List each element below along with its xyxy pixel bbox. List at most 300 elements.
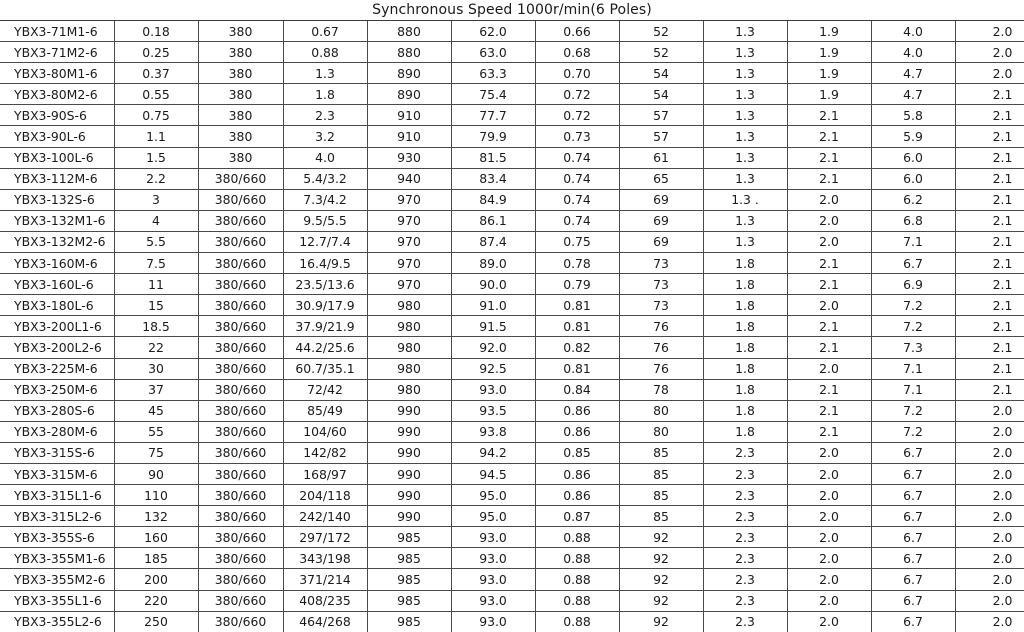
value-cell: 1.9 xyxy=(787,63,871,84)
value-cell: 970 xyxy=(367,189,451,210)
value-cell: 7.2 xyxy=(871,400,955,421)
model-cell: YBX3-90S-6 xyxy=(0,105,114,126)
value-cell: 2.1 xyxy=(787,274,871,295)
value-cell: 2.0 xyxy=(787,611,871,632)
model-cell: YBX3-315S-6 xyxy=(0,442,114,463)
value-cell: 2.1 xyxy=(787,337,871,358)
value-cell: 92 xyxy=(619,569,703,590)
value-cell: 1.8 xyxy=(703,337,787,358)
value-cell: 2.0 xyxy=(787,590,871,611)
value-cell: 93.0 xyxy=(451,548,535,569)
table-row xyxy=(0,189,1024,210)
value-cell: 95.0 xyxy=(451,485,535,506)
value-cell: 2.1 xyxy=(955,337,1024,358)
model-cell: YBX3-160M-6 xyxy=(0,253,114,274)
value-cell: 980 xyxy=(367,337,451,358)
value-cell: 980 xyxy=(367,316,451,337)
value-cell: 2.3 xyxy=(703,611,787,632)
value-cell: 92 xyxy=(619,611,703,632)
value-cell: 4.0 xyxy=(871,42,955,63)
model-cell: YBX3-315L1-6 xyxy=(0,485,114,506)
value-cell: 990 xyxy=(367,442,451,463)
table-row xyxy=(0,337,1024,358)
value-cell: 65 xyxy=(619,168,703,189)
table-row xyxy=(0,400,1024,421)
value-cell: 220 xyxy=(114,590,198,611)
value-cell: 93.0 xyxy=(451,569,535,590)
value-cell: 0.82 xyxy=(535,337,619,358)
table-row xyxy=(0,105,1024,126)
value-cell: 5.9 xyxy=(871,126,955,147)
value-cell: 2.0 xyxy=(787,485,871,506)
value-cell: 69 xyxy=(619,231,703,252)
value-cell: 380/660 xyxy=(198,253,283,274)
value-cell: 57 xyxy=(619,126,703,147)
value-cell: 1.8 xyxy=(703,295,787,316)
value-cell: 85 xyxy=(619,463,703,484)
value-cell: 6.0 xyxy=(871,168,955,189)
value-cell: 4.0 xyxy=(871,21,955,42)
value-cell: 1.3 . xyxy=(703,189,787,210)
table-row xyxy=(0,506,1024,527)
value-cell: 2.1 xyxy=(787,168,871,189)
table-row xyxy=(0,295,1024,316)
value-cell: 380/660 xyxy=(198,337,283,358)
value-cell: 371/214 xyxy=(283,569,367,590)
value-cell: 910 xyxy=(367,126,451,147)
value-cell: 7.2 xyxy=(871,295,955,316)
value-cell: 92 xyxy=(619,590,703,611)
value-cell: 93.5 xyxy=(451,400,535,421)
value-cell: 168/97 xyxy=(283,463,367,484)
value-cell: 78 xyxy=(619,379,703,400)
value-cell: 0.81 xyxy=(535,316,619,337)
value-cell: 5.5 xyxy=(114,231,198,252)
value-cell: 0.18 xyxy=(114,21,198,42)
value-cell: 380/660 xyxy=(198,548,283,569)
value-cell: 6.7 xyxy=(871,548,955,569)
value-cell: 1.3 xyxy=(703,126,787,147)
value-cell: 104/60 xyxy=(283,421,367,442)
value-cell: 1.1 xyxy=(114,126,198,147)
model-cell: YBX3-71M1-6 xyxy=(0,21,114,42)
value-cell: 93.0 xyxy=(451,527,535,548)
value-cell: 880 xyxy=(367,42,451,63)
value-cell: 63.3 xyxy=(451,63,535,84)
motor-spec-table xyxy=(0,21,1024,632)
value-cell: 2.1 xyxy=(955,189,1024,210)
value-cell: 12.7/7.4 xyxy=(283,231,367,252)
value-cell: 985 xyxy=(367,590,451,611)
value-cell: 930 xyxy=(367,147,451,168)
value-cell: 92 xyxy=(619,527,703,548)
value-cell: 297/172 xyxy=(283,527,367,548)
table-row xyxy=(0,168,1024,189)
value-cell: 142/82 xyxy=(283,442,367,463)
model-cell: YBX3-225M-6 xyxy=(0,358,114,379)
value-cell: 2.0 xyxy=(955,590,1024,611)
value-cell: 2.1 xyxy=(787,316,871,337)
value-cell: 1.9 xyxy=(787,84,871,105)
value-cell: 0.86 xyxy=(535,400,619,421)
table-title: Synchronous Speed 1000r/min(6 Poles) xyxy=(0,0,1024,21)
model-cell: YBX3-200L1-6 xyxy=(0,316,114,337)
value-cell: 0.67 xyxy=(283,21,367,42)
value-cell: 73 xyxy=(619,274,703,295)
value-cell: 2.1 xyxy=(955,126,1024,147)
table-row xyxy=(0,63,1024,84)
value-cell: 0.81 xyxy=(535,358,619,379)
value-cell: 0.79 xyxy=(535,274,619,295)
value-cell: 6.9 xyxy=(871,274,955,295)
value-cell: 990 xyxy=(367,506,451,527)
value-cell: 3 xyxy=(114,189,198,210)
model-cell: YBX3-355S-6 xyxy=(0,527,114,548)
value-cell: 75 xyxy=(114,442,198,463)
value-cell: 890 xyxy=(367,84,451,105)
value-cell: 2.3 xyxy=(703,442,787,463)
value-cell: 0.86 xyxy=(535,463,619,484)
value-cell: 2.1 xyxy=(955,274,1024,295)
value-cell: 1.8 xyxy=(703,400,787,421)
value-cell: 85 xyxy=(619,485,703,506)
value-cell: 2.1 xyxy=(955,253,1024,274)
value-cell: 408/235 xyxy=(283,590,367,611)
value-cell: 6.7 xyxy=(871,569,955,590)
value-cell: 2.3 xyxy=(703,463,787,484)
value-cell: 84.9 xyxy=(451,189,535,210)
value-cell: 6.2 xyxy=(871,189,955,210)
value-cell: 0.68 xyxy=(535,42,619,63)
value-cell: 2.0 xyxy=(955,42,1024,63)
value-cell: 985 xyxy=(367,548,451,569)
value-cell: 6.7 xyxy=(871,590,955,611)
value-cell: 380/660 xyxy=(198,611,283,632)
model-cell: YBX3-355M1-6 xyxy=(0,548,114,569)
value-cell: 0.72 xyxy=(535,84,619,105)
value-cell: 2.0 xyxy=(787,527,871,548)
value-cell: 380/660 xyxy=(198,569,283,590)
value-cell: 4.7 xyxy=(871,63,955,84)
value-cell: 990 xyxy=(367,463,451,484)
value-cell: 2.0 xyxy=(955,400,1024,421)
value-cell: 970 xyxy=(367,274,451,295)
value-cell: 2.1 xyxy=(787,400,871,421)
value-cell: 4 xyxy=(114,210,198,231)
value-cell: 9.5/5.5 xyxy=(283,210,367,231)
value-cell: 380/660 xyxy=(198,590,283,611)
value-cell: 380/660 xyxy=(198,189,283,210)
model-cell: YBX3-280S-6 xyxy=(0,400,114,421)
value-cell: 2.1 xyxy=(955,84,1024,105)
table-row xyxy=(0,147,1024,168)
value-cell: 0.88 xyxy=(535,590,619,611)
value-cell: 380/660 xyxy=(198,210,283,231)
value-cell: 2.3 xyxy=(283,105,367,126)
value-cell: 0.75 xyxy=(114,105,198,126)
model-cell: YBX3-160L-6 xyxy=(0,274,114,295)
value-cell: 91.5 xyxy=(451,316,535,337)
value-cell: 2.0 xyxy=(955,421,1024,442)
value-cell: 54 xyxy=(619,84,703,105)
value-cell: 0.75 xyxy=(535,231,619,252)
value-cell: 94.2 xyxy=(451,442,535,463)
value-cell: 6.7 xyxy=(871,611,955,632)
value-cell: 6.0 xyxy=(871,147,955,168)
value-cell: 72/42 xyxy=(283,379,367,400)
value-cell: 23.5/13.6 xyxy=(283,274,367,295)
value-cell: 11 xyxy=(114,274,198,295)
value-cell: 92.5 xyxy=(451,358,535,379)
value-cell: 2.2 xyxy=(114,168,198,189)
table-row xyxy=(0,379,1024,400)
value-cell: 2.3 xyxy=(703,506,787,527)
value-cell: 4.0 xyxy=(283,147,367,168)
value-cell: 2.1 xyxy=(955,358,1024,379)
value-cell: 75.4 xyxy=(451,84,535,105)
value-cell: 0.88 xyxy=(535,569,619,590)
value-cell: 5.4/3.2 xyxy=(283,168,367,189)
value-cell: 380/660 xyxy=(198,231,283,252)
value-cell: 57 xyxy=(619,105,703,126)
value-cell: 343/198 xyxy=(283,548,367,569)
value-cell: 2.0 xyxy=(955,548,1024,569)
value-cell: 73 xyxy=(619,253,703,274)
value-cell: 380 xyxy=(198,147,283,168)
value-cell: 80 xyxy=(619,421,703,442)
value-cell: 0.37 xyxy=(114,63,198,84)
value-cell: 1.3 xyxy=(703,105,787,126)
value-cell: 0.84 xyxy=(535,379,619,400)
value-cell: 7.2 xyxy=(871,316,955,337)
value-cell: 0.72 xyxy=(535,105,619,126)
value-cell: 1.3 xyxy=(703,21,787,42)
value-cell: 61 xyxy=(619,147,703,168)
value-cell: 2.0 xyxy=(787,358,871,379)
value-cell: 2.0 xyxy=(955,485,1024,506)
table-row xyxy=(0,210,1024,231)
value-cell: 69 xyxy=(619,210,703,231)
value-cell: 7.1 xyxy=(871,231,955,252)
value-cell: 985 xyxy=(367,527,451,548)
value-cell: 1.8 xyxy=(703,316,787,337)
value-cell: 0.25 xyxy=(114,42,198,63)
value-cell: 1.3 xyxy=(703,63,787,84)
value-cell: 0.74 xyxy=(535,147,619,168)
value-cell: 2.1 xyxy=(955,210,1024,231)
value-cell: 37 xyxy=(114,379,198,400)
value-cell: 93.8 xyxy=(451,421,535,442)
value-cell: 15 xyxy=(114,295,198,316)
value-cell: 2.1 xyxy=(787,147,871,168)
value-cell: 3.2 xyxy=(283,126,367,147)
value-cell: 1.8 xyxy=(283,84,367,105)
value-cell: 1.3 xyxy=(283,63,367,84)
value-cell: 380/660 xyxy=(198,295,283,316)
value-cell: 7.1 xyxy=(871,379,955,400)
value-cell: 200 xyxy=(114,569,198,590)
table-row xyxy=(0,463,1024,484)
value-cell: 380/660 xyxy=(198,379,283,400)
value-cell: 30 xyxy=(114,358,198,379)
value-cell: 1.8 xyxy=(703,358,787,379)
value-cell: 980 xyxy=(367,358,451,379)
value-cell: 7.3 xyxy=(871,337,955,358)
table-row xyxy=(0,548,1024,569)
value-cell: 380/660 xyxy=(198,316,283,337)
value-cell: 2.3 xyxy=(703,527,787,548)
value-cell: 990 xyxy=(367,421,451,442)
value-cell: 0.88 xyxy=(535,548,619,569)
value-cell: 990 xyxy=(367,400,451,421)
table-row xyxy=(0,569,1024,590)
value-cell: 0.87 xyxy=(535,506,619,527)
value-cell: 1.5 xyxy=(114,147,198,168)
value-cell: 1.3 xyxy=(703,168,787,189)
table-row xyxy=(0,231,1024,252)
value-cell: 2.0 xyxy=(955,442,1024,463)
value-cell: 2.0 xyxy=(955,21,1024,42)
value-cell: 2.1 xyxy=(955,105,1024,126)
value-cell: 2.0 xyxy=(787,548,871,569)
model-cell: YBX3-100L-6 xyxy=(0,147,114,168)
value-cell: 2.3 xyxy=(703,548,787,569)
value-cell: 79.9 xyxy=(451,126,535,147)
value-cell: 242/140 xyxy=(283,506,367,527)
value-cell: 0.66 xyxy=(535,21,619,42)
value-cell: 380 xyxy=(198,21,283,42)
value-cell: 185 xyxy=(114,548,198,569)
model-cell: YBX3-315M-6 xyxy=(0,463,114,484)
value-cell: 2.0 xyxy=(787,189,871,210)
value-cell: 63.0 xyxy=(451,42,535,63)
value-cell: 160 xyxy=(114,527,198,548)
value-cell: 90 xyxy=(114,463,198,484)
value-cell: 985 xyxy=(367,569,451,590)
value-cell: 0.74 xyxy=(535,210,619,231)
value-cell: 18.5 xyxy=(114,316,198,337)
value-cell: 1.8 xyxy=(703,274,787,295)
value-cell: 22 xyxy=(114,337,198,358)
value-cell: 2.0 xyxy=(787,506,871,527)
value-cell: 7.2 xyxy=(871,421,955,442)
value-cell: 6.7 xyxy=(871,485,955,506)
table-body xyxy=(0,21,1024,632)
value-cell: 93.0 xyxy=(451,590,535,611)
value-cell: 380/660 xyxy=(198,527,283,548)
value-cell: 77.7 xyxy=(451,105,535,126)
value-cell: 0.85 xyxy=(535,442,619,463)
model-cell: YBX3-80M2-6 xyxy=(0,84,114,105)
model-cell: YBX3-80M1-6 xyxy=(0,63,114,84)
value-cell: 380 xyxy=(198,105,283,126)
value-cell: 2.0 xyxy=(955,611,1024,632)
table-row xyxy=(0,611,1024,632)
model-cell: YBX3-132M1-6 xyxy=(0,210,114,231)
value-cell: 7.1 xyxy=(871,358,955,379)
value-cell: 0.74 xyxy=(535,189,619,210)
table-row xyxy=(0,126,1024,147)
value-cell: 4.7 xyxy=(871,84,955,105)
table-row xyxy=(0,253,1024,274)
table-row xyxy=(0,42,1024,63)
value-cell: 0.88 xyxy=(283,42,367,63)
value-cell: 6.8 xyxy=(871,210,955,231)
value-cell: 380/660 xyxy=(198,400,283,421)
value-cell: 970 xyxy=(367,210,451,231)
value-cell: 2.0 xyxy=(787,231,871,252)
value-cell: 132 xyxy=(114,506,198,527)
table-row xyxy=(0,274,1024,295)
value-cell: 2.1 xyxy=(787,126,871,147)
value-cell: 2.0 xyxy=(955,569,1024,590)
value-cell: 87.4 xyxy=(451,231,535,252)
value-cell: 5.8 xyxy=(871,105,955,126)
value-cell: 2.0 xyxy=(787,569,871,590)
value-cell: 2.3 xyxy=(703,590,787,611)
model-cell: YBX3-355L1-6 xyxy=(0,590,114,611)
value-cell: 110 xyxy=(114,485,198,506)
value-cell: 6.7 xyxy=(871,463,955,484)
value-cell: 0.81 xyxy=(535,295,619,316)
value-cell: 910 xyxy=(367,105,451,126)
value-cell: 380/660 xyxy=(198,358,283,379)
value-cell: 1.3 xyxy=(703,147,787,168)
value-cell: 91.0 xyxy=(451,295,535,316)
value-cell: 60.7/35.1 xyxy=(283,358,367,379)
model-cell: YBX3-132M2-6 xyxy=(0,231,114,252)
value-cell: 2.1 xyxy=(787,421,871,442)
value-cell: 1.3 xyxy=(703,84,787,105)
value-cell: 2.0 xyxy=(787,210,871,231)
value-cell: 2.0 xyxy=(955,527,1024,548)
value-cell: 92 xyxy=(619,548,703,569)
value-cell: 970 xyxy=(367,231,451,252)
value-cell: 37.9/21.9 xyxy=(283,316,367,337)
value-cell: 980 xyxy=(367,295,451,316)
value-cell: 380 xyxy=(198,42,283,63)
value-cell: 55 xyxy=(114,421,198,442)
value-cell: 1.9 xyxy=(787,21,871,42)
table-row xyxy=(0,590,1024,611)
value-cell: 1.9 xyxy=(787,42,871,63)
value-cell: 204/118 xyxy=(283,485,367,506)
value-cell: 890 xyxy=(367,63,451,84)
value-cell: 85 xyxy=(619,506,703,527)
value-cell: 80 xyxy=(619,400,703,421)
value-cell: 52 xyxy=(619,21,703,42)
value-cell: 0.78 xyxy=(535,253,619,274)
value-cell: 2.1 xyxy=(955,147,1024,168)
value-cell: 2.3 xyxy=(703,569,787,590)
value-cell: 0.73 xyxy=(535,126,619,147)
value-cell: 94.5 xyxy=(451,463,535,484)
value-cell: 92.0 xyxy=(451,337,535,358)
table-row xyxy=(0,21,1024,42)
value-cell: 464/268 xyxy=(283,611,367,632)
value-cell: 85 xyxy=(619,442,703,463)
value-cell: 380/660 xyxy=(198,168,283,189)
table-row xyxy=(0,527,1024,548)
model-cell: YBX3-315L2-6 xyxy=(0,506,114,527)
value-cell: 6.7 xyxy=(871,442,955,463)
value-cell: 2.0 xyxy=(955,63,1024,84)
value-cell: 380/660 xyxy=(198,506,283,527)
value-cell: 6.7 xyxy=(871,506,955,527)
value-cell: 0.55 xyxy=(114,84,198,105)
value-cell: 2.0 xyxy=(955,506,1024,527)
value-cell: 985 xyxy=(367,611,451,632)
